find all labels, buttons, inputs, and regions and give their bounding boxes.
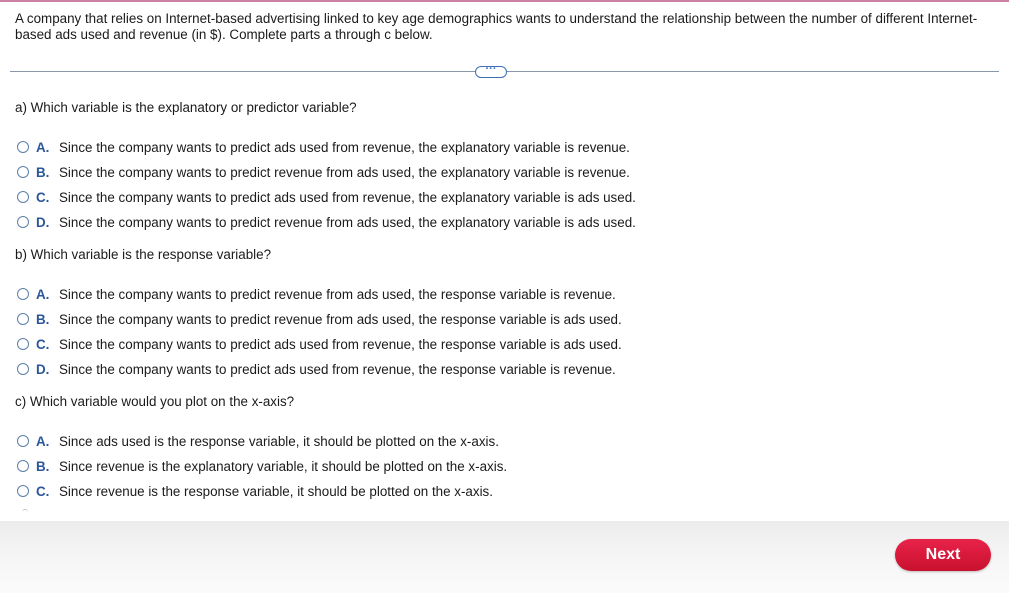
radio-button[interactable] — [17, 363, 29, 375]
next-button[interactable]: Next — [895, 539, 991, 571]
option-text: Since the company wants to predict revenue from ads used, the explanatory variable is revenue. — [59, 164, 630, 180]
expand-question-button[interactable] — [475, 63, 507, 78]
radio-button[interactable] — [17, 313, 29, 325]
ellipsis-icon: ··· — [485, 63, 497, 75]
option-letter: D. — [36, 214, 50, 230]
option-letter: D. — [36, 361, 50, 377]
option-text: Since the company wants to predict ads used from revenue, the explanatory variable is ads used. — [59, 189, 636, 205]
radio-button[interactable] — [17, 216, 29, 228]
question-intro: A company that relies on Internet-based advertising linked to key age demographics wants to understand the relationship between the number of different Internet-based ads used and revenue (in $). Complete parts a through c below. — [15, 11, 978, 42]
radio-button[interactable] — [17, 338, 29, 350]
part-b-prompt: b) Which variable is the response variable? — [15, 247, 272, 262]
part-a-option-c[interactable] — [17, 188, 636, 206]
top-accent-line — [0, 0, 1009, 2]
option-text: Since the company wants to predict ads used from revenue, the explanatory variable is revenue. — [59, 139, 630, 155]
part-b-option-c[interactable] — [17, 335, 622, 353]
option-letter: B. — [36, 458, 50, 474]
part-b-option-a[interactable] — [17, 285, 616, 303]
option-text: Since the company wants to predict ads used from revenue, the response variable is revenue. — [59, 361, 616, 377]
part-c-prompt: c) Which variable would you plot on the x-axis? — [15, 394, 295, 409]
option-text: Since revenue is the explanatory variable, it should be plotted on the x-axis. — [59, 458, 508, 474]
option-letter: C. — [36, 336, 50, 352]
part-c-option-c[interactable] — [17, 482, 493, 500]
radio-button[interactable] — [17, 435, 29, 447]
radio-button[interactable] — [17, 288, 29, 300]
radio-button[interactable] — [17, 460, 29, 472]
part-a-option-b[interactable] — [17, 163, 630, 181]
option-letter: B. — [36, 164, 50, 180]
option-letter: A. — [36, 433, 50, 449]
part-b-option-d[interactable] — [17, 360, 616, 378]
part-a-option-a[interactable] — [17, 138, 630, 156]
part-a-option-d[interactable] — [17, 213, 636, 231]
option-text: Since the company wants to predict revenue from ads used, the response variable is revenue. — [59, 286, 616, 302]
option-letter: B. — [36, 311, 50, 327]
part-c-option-a[interactable] — [17, 432, 499, 450]
option-text: Since the company wants to predict revenue from ads used, the response variable is ads used. — [59, 311, 622, 327]
option-text: Since the company wants to predict ads used from revenue, the response variable is ads used. — [59, 336, 622, 352]
part-a-prompt: a) Which variable is the explanatory or predictor variable? — [15, 100, 357, 115]
part-b-option-b[interactable] — [17, 310, 622, 328]
radio-button[interactable] — [17, 141, 29, 153]
option-letter: C. — [36, 483, 50, 499]
option-letter: C. — [36, 189, 50, 205]
option-letter: A. — [36, 139, 50, 155]
radio-button[interactable] — [17, 191, 29, 203]
radio-button[interactable] — [17, 485, 29, 497]
radio-button[interactable] — [17, 166, 29, 178]
option-text: Since ads used is the response variable, it should be plotted on the x-axis. — [59, 433, 499, 449]
option-letter: A. — [36, 286, 50, 302]
clipped-radio-edge — [22, 509, 28, 512]
option-text: Since the company wants to predict revenue from ads used, the explanatory variable is ads used. — [59, 214, 636, 230]
option-text: Since revenue is the response variable, it should be plotted on the x-axis. — [59, 483, 493, 499]
part-c-option-b[interactable] — [17, 457, 507, 475]
footer-bar — [0, 521, 1009, 593]
